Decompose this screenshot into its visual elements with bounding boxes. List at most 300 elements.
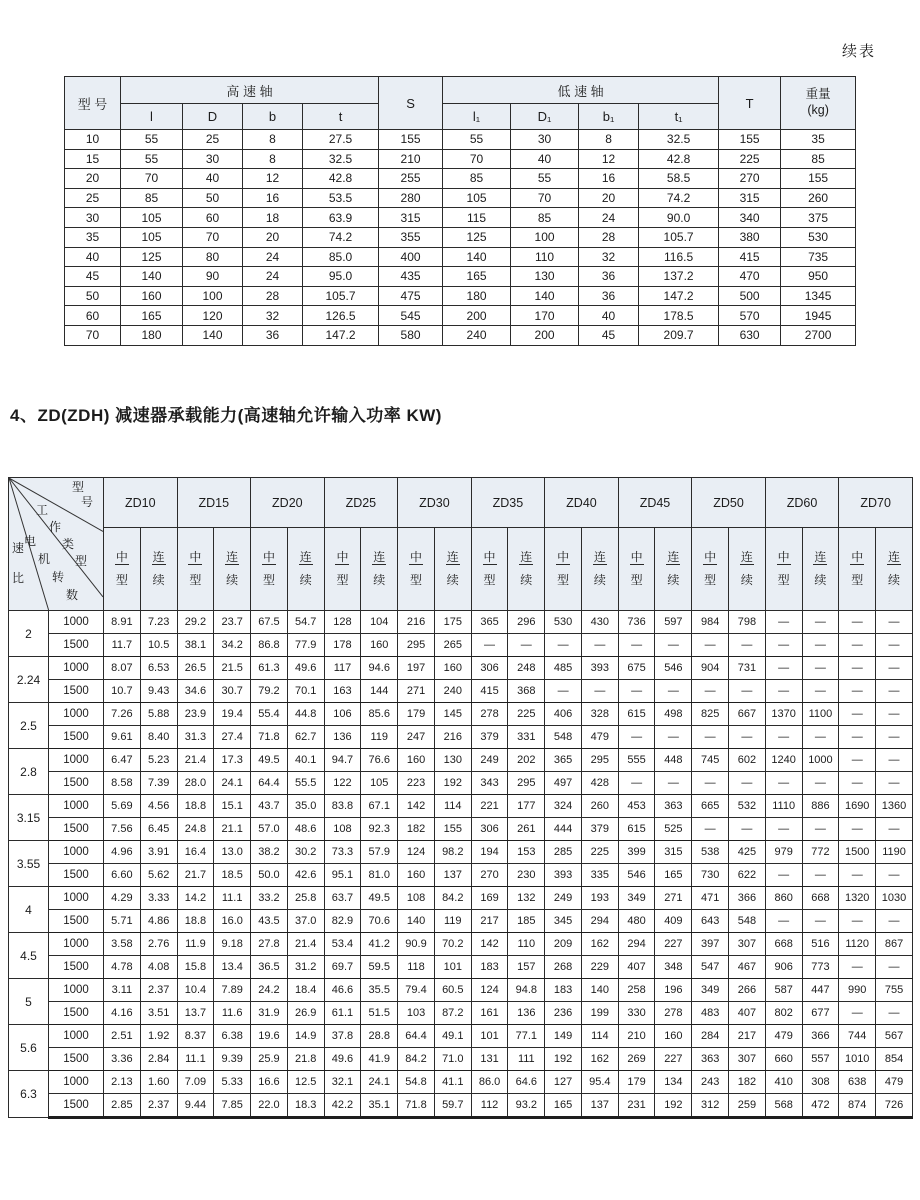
shaft-cell: 20 [243,227,303,247]
rpm-cell: 1500 [49,1094,104,1118]
capacity-cell: — [876,864,913,887]
capacity-cell: 825 [692,703,729,726]
corner-label-work-type: 型 [75,554,88,568]
capacity-cell: 407 [729,1002,766,1025]
model-header-zd40: ZD40 [545,478,619,528]
capacity-cell: 772 [802,841,839,864]
capacity-cell: 60.5 [434,979,471,1002]
capacity-cell: 530 [545,611,582,634]
capacity-cell: 61.1 [324,1002,361,1025]
shaft-cell: 85 [781,149,856,169]
capacity-cell: 16.4 [177,841,214,864]
capacity-cell: 867 [876,933,913,956]
capacity-cell: 548 [729,910,766,933]
capacity-cell: 71.0 [434,1048,471,1071]
ratio-cell: 2.24 [9,657,49,703]
capacity-cell: 261 [508,818,545,841]
capacity-cell: — [655,772,692,795]
shaft-cell: 85 [511,208,579,228]
capacity-cell: 1100 [802,703,839,726]
subcol-char: 中 [410,550,423,565]
capacity-cell: 9.44 [177,1094,214,1118]
capacity-cell: 6.60 [104,864,141,887]
subcol-char: 连 [888,550,901,565]
shaft-cell: 28 [243,286,303,306]
capacity-cell: 22.0 [251,1094,288,1118]
capacity-cell: 349 [692,979,729,1002]
subcol-header [251,528,288,611]
capacity-cell: 744 [839,1025,876,1048]
subcol-char: 中 [630,550,643,565]
capacity-cell: 14.2 [177,887,214,910]
capacity-cell: 30.2 [287,841,324,864]
capacity-cell: 40.1 [287,749,324,772]
rpm-cell: 1000 [49,703,104,726]
capacity-cell: 7.89 [214,979,251,1002]
capacity-cell: — [655,726,692,749]
capacity-cell: 183 [545,979,582,1002]
capacity-cell: 225 [581,841,618,864]
capacity-cell: 229 [581,956,618,979]
subcol-char: 中 [777,550,790,565]
capacity-cell: 160 [361,634,398,657]
shaft-cell: 500 [719,286,781,306]
capacity-cell: — [876,703,913,726]
rpm-cell: 1500 [49,634,104,657]
shaft-cell: 400 [379,247,443,267]
subcol-char: 续 [888,573,901,587]
capacity-cell: 62.7 [287,726,324,749]
capacity-cell: 132 [508,887,545,910]
capacity-cell: 11.1 [214,887,251,910]
capacity-cell: 18.8 [177,910,214,933]
capacity-cell: 124 [398,841,435,864]
capacity-cell: 106 [324,703,361,726]
capacity-cell: — [692,634,729,657]
capacity-cell: 24.1 [361,1071,398,1094]
capacity-cell: — [692,818,729,841]
shaft-table-body [65,130,856,346]
capacity-cell: 615 [618,703,655,726]
shaft-cell: 435 [379,267,443,287]
shaft-cell: 140 [511,286,579,306]
capacity-cell: 7.39 [140,772,177,795]
model-header-zd60: ZD60 [765,478,839,528]
section-title: 4、ZD(ZDH) 减速器承载能力(高速轴允许输入功率 KW) [10,406,442,425]
shaft-cell: 155 [379,130,443,150]
capacity-cell: 49.5 [251,749,288,772]
subcol-char: 型 [410,573,423,587]
corner-label-motor-speed: 数 [66,588,79,602]
capacity-cell: — [802,657,839,680]
subcol-char: 连 [667,550,680,565]
capacity-cell: 726 [876,1094,913,1118]
capacity-cell: 23.9 [177,703,214,726]
capacity-cell: 6.38 [214,1025,251,1048]
capacity-cell: 1320 [839,887,876,910]
subcol-char: 续 [152,573,165,587]
capacity-cell: 471 [692,887,729,910]
shaft-cell: 30 [511,130,579,150]
capacity-cell: 306 [471,818,508,841]
shaft-table-header [65,77,856,130]
capacity-cell: 886 [802,795,839,818]
subcol-char: 续 [740,573,753,587]
capacity-cell: — [839,749,876,772]
continued-table-label: 续表 [841,43,876,60]
capacity-cell: 18.4 [287,979,324,1002]
capacity-row [9,1071,913,1094]
capacity-cell: 284 [692,1025,729,1048]
capacity-cell: 328 [581,703,618,726]
capacity-cell: 755 [876,979,913,1002]
shaft-cell: 35 [781,130,856,150]
capacity-cell: 55.4 [251,703,288,726]
shaft-cell: 240 [443,325,511,345]
capacity-cell: — [618,680,655,703]
rpm-cell: 1000 [49,749,104,772]
capacity-cell: 134 [655,1071,692,1094]
capacity-table-header [9,478,913,611]
shaft-cell: 32.5 [303,149,379,169]
shaft-cell: 580 [379,325,443,345]
shaft-cell: 74.2 [303,227,379,247]
capacity-cell: 24.8 [177,818,214,841]
capacity-cell: 27.4 [214,726,251,749]
shaft-cell: 12 [579,149,639,169]
capacity-cell: 182 [729,1071,766,1094]
capacity-cell: 70.2 [434,933,471,956]
capacity-cell: 271 [655,887,692,910]
capacity-cell: — [765,864,802,887]
capacity-row [9,864,913,887]
capacity-cell: 546 [655,657,692,680]
shaft-table-row [65,267,856,287]
shaft-cell: 24 [243,267,303,287]
capacity-cell: 192 [655,1094,692,1118]
corner-label-motor-speed: 机 [38,552,51,566]
capacity-cell: 94.8 [508,979,545,1002]
capacity-cell: 112 [471,1094,508,1118]
shaft-cell: 155 [719,130,781,150]
ratio-cell: 2.8 [9,749,49,795]
shaft-cell: 545 [379,306,443,326]
subcol-header [104,528,141,611]
subcol-char: 型 [704,573,717,587]
subcol-char: 型 [189,573,202,587]
capacity-cell: 665 [692,795,729,818]
capacity-cell: — [729,680,766,703]
capacity-cell: 64.4 [251,772,288,795]
capacity-row [9,1048,913,1071]
capacity-row [9,979,913,1002]
subcolumn-header-row [9,528,913,611]
capacity-cell: 860 [765,887,802,910]
capacity-cell: 1030 [876,887,913,910]
model-header-zd15: ZD15 [177,478,251,528]
capacity-row [9,818,913,841]
subcol-char: 连 [446,550,459,565]
capacity-cell: 13.0 [214,841,251,864]
capacity-cell: 87.2 [434,1002,471,1025]
shaft-cell: 8 [243,149,303,169]
capacity-cell: — [839,818,876,841]
capacity-cell: 34.2 [214,634,251,657]
shaft-cell: 36 [579,286,639,306]
capacity-cell: 101 [434,956,471,979]
shaft-table-row [65,325,856,345]
subcol-char: 中 [851,550,864,565]
capacity-cell: 6.53 [140,657,177,680]
capacity-row [9,634,913,657]
capacity-cell: 240 [434,680,471,703]
capacity-cell: — [839,1002,876,1025]
capacity-cell: 36.5 [251,956,288,979]
capacity-cell: 6.45 [140,818,177,841]
ratio-cell: 2.5 [9,703,49,749]
shaft-cell: 340 [719,208,781,228]
capacity-cell: 41.1 [434,1071,471,1094]
capacity-cell: 136 [508,1002,545,1025]
capacity-cell: 54.7 [287,611,324,634]
capacity-cell: — [802,864,839,887]
capacity-cell: 8.91 [104,611,141,634]
shaft-cell: 165 [443,267,511,287]
capacity-cell: 31.3 [177,726,214,749]
ratio-cell: 5.6 [9,1025,49,1071]
capacity-cell: 216 [434,726,471,749]
capacity-cell: 76.6 [361,749,398,772]
capacity-cell: 874 [839,1094,876,1118]
capacity-cell: 26.5 [177,657,214,680]
capacity-cell: — [581,634,618,657]
capacity-cell: 86.8 [251,634,288,657]
corner-label-work-type: 类 [62,537,75,551]
capacity-cell: 86.0 [471,1071,508,1094]
ratio-cell: 3.55 [9,841,49,887]
capacity-cell: 348 [655,956,692,979]
capacity-cell: 73.3 [324,841,361,864]
capacity-cell: 142 [398,795,435,818]
capacity-cell: 532 [729,795,766,818]
capacity-cell: 773 [802,956,839,979]
shaft-cell: 63.9 [303,208,379,228]
capacity-cell: 21.7 [177,864,214,887]
capacity-cell: 18.5 [214,864,251,887]
capacity-cell: 160 [655,1025,692,1048]
shaft-cell: 530 [781,227,856,247]
capacity-cell: — [802,611,839,634]
capacity-cell: 59.5 [361,956,398,979]
capacity-cell: 90.9 [398,933,435,956]
capacity-cell: 668 [802,887,839,910]
rpm-cell: 1000 [49,841,104,864]
capacity-cell: 160 [434,657,471,680]
capacity-cell: — [692,680,729,703]
rpm-cell: 1000 [49,887,104,910]
capacity-cell: 363 [692,1048,729,1071]
shaft-cell: 60 [65,306,121,326]
capacity-cell: — [876,749,913,772]
capacity-cell: 28.8 [361,1025,398,1048]
sub-header-low: D₁ [511,104,579,130]
rpm-cell: 1000 [49,611,104,634]
capacity-cell: 70.6 [361,910,398,933]
capacity-cell: 197 [398,657,435,680]
capacity-cell: — [839,726,876,749]
model-header-zd25: ZD25 [324,478,398,528]
corner-label-work-type: 作 [49,520,62,534]
capacity-cell: 21.4 [287,933,324,956]
capacity-cell: 2.51 [104,1025,141,1048]
capacity-cell: 79.2 [251,680,288,703]
capacity-cell: 330 [618,1002,655,1025]
capacity-cell: 3.36 [104,1048,141,1071]
subcol-char: 连 [373,550,386,565]
capacity-cell: 984 [692,611,729,634]
capacity-cell: 63.7 [324,887,361,910]
shaft-cell: 110 [511,247,579,267]
subcol-char: 续 [373,573,386,587]
capacity-cell: — [876,657,913,680]
capacity-cell: — [802,634,839,657]
capacity-cell: 157 [508,956,545,979]
shaft-cell: 20 [65,169,121,189]
rpm-cell: 1500 [49,1002,104,1025]
capacity-cell: 479 [581,726,618,749]
col-header-weight [781,77,856,130]
shaft-cell: 36 [243,325,303,345]
capacity-cell: 217 [471,910,508,933]
corner-label-model: 号 [81,495,94,509]
subcol-char: 型 [336,573,349,587]
capacity-cell: — [839,703,876,726]
capacity-cell: — [839,611,876,634]
capacity-cell: 49.6 [287,657,324,680]
capacity-cell: 538 [692,841,729,864]
capacity-row [9,611,913,634]
shaft-cell: 130 [511,267,579,287]
shaft-cell: 210 [379,149,443,169]
subcol-header [140,528,177,611]
shaft-cell: 45 [579,325,639,345]
capacity-cell: 19.4 [214,703,251,726]
capacity-cell: 745 [692,749,729,772]
capacity-cell: 59.7 [434,1094,471,1118]
model-header-row [9,478,913,528]
subcol-header [214,528,251,611]
capacity-cell: 798 [729,611,766,634]
capacity-cell: 31.9 [251,1002,288,1025]
capacity-cell: 18.3 [287,1094,324,1118]
col-header-model: 型 号 [65,77,121,130]
capacity-cell: 7.85 [214,1094,251,1118]
capacity-cell: 144 [361,680,398,703]
capacity-cell: 260 [581,795,618,818]
shaft-cell: 475 [379,286,443,306]
capacity-cell: 77.1 [508,1025,545,1048]
capacity-cell: 35.5 [361,979,398,1002]
capacity-row [9,657,913,680]
shaft-cell: 280 [379,188,443,208]
capacity-cell: 64.6 [508,1071,545,1094]
shaft-cell: 140 [183,325,243,345]
capacity-cell: 7.26 [104,703,141,726]
corner-label-motor-speed: 转 [52,570,65,584]
shaft-cell: 415 [719,247,781,267]
shaft-cell: 165 [121,306,183,326]
capacity-cell: 137 [581,1094,618,1118]
shaft-table-row [65,227,856,247]
shaft-cell: 140 [443,247,511,267]
capacity-cell: 397 [692,933,729,956]
capacity-cell: 8.37 [177,1025,214,1048]
rpm-cell: 1000 [49,933,104,956]
capacity-cell: 483 [692,1002,729,1025]
shaft-cell: 355 [379,227,443,247]
capacity-cell: 79.4 [398,979,435,1002]
rpm-cell: 1500 [49,726,104,749]
capacity-cell: — [839,910,876,933]
capacity-cell: 41.2 [361,933,398,956]
capacity-cell: 368 [508,680,545,703]
capacity-cell: 324 [545,795,582,818]
shaft-cell: 42.8 [639,149,719,169]
shaft-cell: 45 [65,267,121,287]
capacity-cell: 294 [618,933,655,956]
capacity-cell: 83.8 [324,795,361,818]
subcol-char: 连 [152,550,165,565]
capacity-cell: 16.6 [251,1071,288,1094]
shaft-cell: 260 [781,188,856,208]
capacity-cell: 516 [802,933,839,956]
capacity-cell: — [876,634,913,657]
capacity-cell: 307 [729,1048,766,1071]
shaft-cell: 630 [719,325,781,345]
capacity-cell: 165 [655,864,692,887]
capacity-cell: — [876,772,913,795]
capacity-cell: 185 [508,910,545,933]
capacity-cell: 3.33 [140,887,177,910]
shaft-cell: 36 [579,267,639,287]
capacity-cell: 128 [324,611,361,634]
capacity-cell: 467 [729,956,766,979]
shaft-cell: 100 [511,227,579,247]
capacity-cell: 854 [876,1048,913,1071]
model-header-zd70: ZD70 [839,478,913,528]
subcol-char: 型 [483,573,496,587]
shaft-cell: 200 [443,306,511,326]
capacity-cell: 567 [876,1025,913,1048]
capacity-cell: 295 [398,634,435,657]
capacity-cell: 1240 [765,749,802,772]
capacity-cell: 5.62 [140,864,177,887]
capacity-cell: 296 [508,611,545,634]
capacity-cell: 9.61 [104,726,141,749]
capacity-cell: 11.6 [214,1002,251,1025]
shaft-table-row [65,208,856,228]
capacity-cell: 660 [765,1048,802,1071]
shaft-cell: 20 [579,188,639,208]
capacity-cell: 28.0 [177,772,214,795]
shaft-cell: 147.2 [639,286,719,306]
capacity-cell: 179 [398,703,435,726]
capacity-cell: 3.91 [140,841,177,864]
capacity-cell: 71.8 [251,726,288,749]
capacity-cell: 49.6 [324,1048,361,1071]
capacity-cell: 104 [361,611,398,634]
sub-header-high: b [243,104,303,130]
